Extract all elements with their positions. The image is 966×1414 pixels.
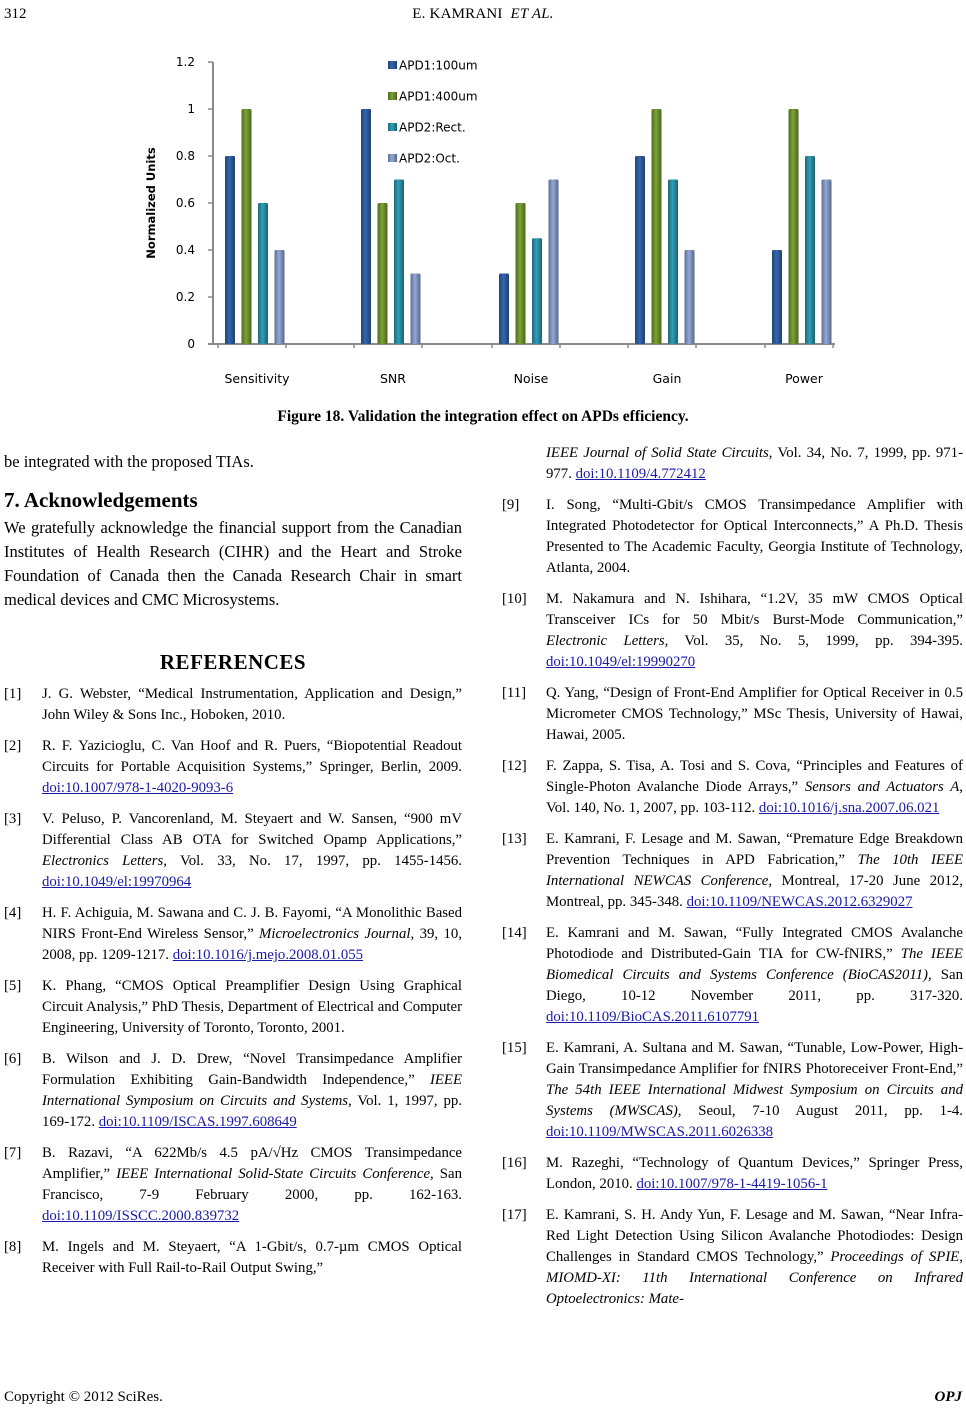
reference-item (4, 809, 462, 893)
reference-venue: The 54th IEEE International Midwest Symposium on Circuits and Systems (MWSCAS) (546, 1082, 963, 1119)
footer-copyright: Copyright © 2012 SciRes. (4, 1389, 163, 1405)
bar-apd1-400um-snr (378, 203, 388, 344)
reference-number: [6] (4, 1051, 22, 1067)
reference-venue: Microelectronics Journal (259, 926, 411, 942)
reference-details: , 39, 10, 2008, pp. 1209-1217. (42, 926, 462, 963)
chart-svg (130, 45, 850, 395)
x-category-label: Noise (513, 371, 549, 386)
reference-text: F. Zappa, S. Tisa, A. Tosi and S. Cova, “Principles and Features of Single-Photon Avalanche Diode Arrays,” (546, 758, 963, 795)
reference-item (502, 829, 963, 913)
reference-number: [11] (502, 685, 527, 701)
reference-details: , San Francisco, 7-9 February 2000, pp. 162-163. (42, 1166, 462, 1203)
reference-text: I. Song, “Multi-Gbit/s CMOS Transimpedance Amplifier with Integrated Photodetector for Optical Interconnects,” A Ph.D. Thesis Presented to The Academic Faculty, Georgia Institute of Technology, Atlanta, 2004. (546, 497, 963, 576)
y-tick-label: 0.2 (175, 290, 195, 304)
x-category-label: Gain (652, 371, 682, 386)
reference-text: J. G. Webster, “Medical Instrumentation, Application and Design,” John Wiley & Sons Inc., Hoboken, 2010. (42, 686, 462, 723)
figure-caption: Figure 18. Validation the integration effect on APDs efficiency. (277, 408, 689, 425)
reference-number: [1] (4, 686, 22, 702)
right-column (502, 443, 963, 1320)
reference-venue: Sensors and Actuators A (804, 779, 960, 795)
authors-name: E. KAMRANI (412, 6, 503, 22)
reference-doi-link[interactable]: doi:10.1007/978-1-4419-1056-1 (636, 1176, 828, 1192)
page-number: 312 (4, 6, 27, 22)
reference-doi-link[interactable]: doi:10.1109/MWSCAS.2011.6026338 (546, 1124, 774, 1140)
footer-journal: OPJ (934, 1389, 962, 1405)
reference-number: [10] (502, 591, 527, 607)
reference-text: R. F. Yazicioglu, C. Van Hoof and R. Puers, “Biopotential Readout Circuits for Portable Acquisition Systems,” Springer, Berlin, 2009. (42, 738, 462, 775)
reference-details: , Vol. 33, No. 17, 1997, pp. 1455-1456. (163, 853, 462, 869)
reference-text: V. Peluso, P. Vancorenland, M. Steyaert and W. Sansen, “900 mV Differential Class AB OTA for Switched Opamp Applications,” (42, 811, 462, 848)
running-head-authors (0, 6, 966, 23)
acknowledgements-text: We gratefully acknowledge the financial support from the Canadian Institutes of Health Research (CIHR) and the Heart and Stroke Foundation of Canada then the Canada Research Chair in smart medical devices and CMC Microsystems. (4, 518, 462, 609)
bar-apd2-oct--power (822, 180, 832, 345)
reference-number: [5] (4, 978, 22, 994)
reference-doi-link[interactable]: doi:10.1109/NEWCAS.2012.6329027 (686, 894, 913, 910)
reference-venue: Electronic Letters (546, 633, 665, 649)
running-head (0, 6, 966, 26)
reference-text: M. Nakamura and N. Ishihara, “1.2V, 35 mW CMOS Optical Transceiver ICs for 50 Mbit/s Burst-Mode Communication,” (546, 591, 963, 628)
x-category-label: SNR (380, 371, 406, 386)
y-tick-label: 0.4 (175, 243, 195, 257)
bar-apd2-rect--snr (394, 180, 404, 345)
reference-item (502, 923, 963, 1028)
references-list-left (4, 684, 462, 1279)
reference-number: [4] (4, 905, 22, 921)
reference-item (4, 976, 462, 1039)
reference-number: [2] (4, 738, 22, 754)
reference-doi-link[interactable]: doi:10.1109/ISCAS.1997.608649 (98, 1114, 297, 1130)
reference-item (502, 683, 963, 746)
reference-doi-link[interactable]: doi:10.1049/el:19990270 (546, 654, 696, 670)
reference-number: [3] (4, 811, 22, 827)
reference-venue: IEEE International Solid-State Circuits Conference (116, 1166, 431, 1182)
reference-details: , Montreal, 17-20 June 2012, Montreal, pp. 345-348. (546, 873, 963, 910)
legend-label: APD2:Rect. (399, 120, 466, 135)
reference-venue: IEEE Journal of Solid State Circuits (546, 445, 769, 461)
reference-number: [8] (4, 1239, 22, 1255)
references-heading: REFERENCES (159, 650, 307, 674)
reference-number: [17] (502, 1207, 527, 1223)
bar-apd1-400um-gain (652, 109, 662, 344)
reference-number: [12] (502, 758, 527, 774)
bar-apd2-rect--noise (532, 238, 542, 344)
reference-text: E. Kamrani, S. H. Andy Yun, F. Lesage and M. Sawan, “Near Infra-Red Light Detection Using Silicon Avalanche Photodiodes: Design Challenges in Standard CMOS Technology,” (546, 1207, 963, 1265)
reference-item (4, 684, 462, 726)
bar-apd1-100um-gain (635, 156, 645, 344)
reference-item (502, 1038, 963, 1143)
reference-doi-link[interactable]: doi:10.1007/978-1-4020-9093-6 (42, 780, 234, 796)
reference-details: , Vol. 35, No. 5, 1999, pp. 394-395. (664, 633, 963, 649)
reference-text: B. Razavi, “A 622Mb/s 4.5 pA/√Hz CMOS Transimpedance Amplifier,” (42, 1145, 462, 1182)
left-column (4, 450, 462, 1289)
reference-venue: The IEEE Biomedical Circuits and Systems Conference (BioCAS2011) (546, 946, 963, 983)
intro-text: be integrated with the proposed TIAs. (4, 452, 254, 471)
legend-swatch (388, 154, 397, 162)
bar-apd1-100um-sensitivity (225, 156, 235, 344)
legend-swatch (388, 61, 397, 69)
legend-label: APD2:Oct. (399, 151, 460, 166)
legend-label: APD1:400um (399, 89, 478, 104)
x-category-label: Power (785, 371, 823, 386)
reference-venue: The 10th IEEE International NEWCAS Conference (546, 852, 963, 889)
y-tick-label: 0.6 (175, 196, 195, 210)
reference-number: [14] (502, 925, 527, 941)
y-tick-label: 0.8 (175, 149, 195, 163)
reference-details: , Vol. 1, 1997, pp. 169-172. (42, 1093, 462, 1130)
reference-text: K. Phang, “CMOS Optical Preamplifier Design Using Graphical Circuit Analysis,” PhD Thesis, Department of Electrical and Computer Engineering, University of Toronto, Toronto, 2001. (42, 978, 462, 1036)
reference-venue: Proceedings of SPIE, MIOMD-XI: 11th International Conference on Infrared Optoelectronics: Mate- (546, 1249, 963, 1307)
reference-details: , Vol. 140, No. 1, 2007, pp. 103-112. (546, 779, 963, 816)
references-list-right (502, 495, 963, 1310)
bar-apd1-400um-sensitivity (242, 109, 252, 344)
reference-item (502, 495, 963, 579)
reference-text: M. Ingels and M. Steyaert, “A 1-Gbit/s, 0.7-µm CMOS Optical Receiver with Full Rail-to-Rail Output Swing,” (42, 1239, 462, 1276)
bar-apd2-rect--gain (668, 180, 678, 345)
y-tick-label: 0 (187, 337, 195, 351)
reference-text: M. Razeghi, “Technology of Quantum Devices,” Springer Press, London, 2010. (546, 1155, 963, 1192)
bar-apd2-rect--power (805, 156, 815, 344)
reference-doi-link[interactable]: doi:10.1016/j.sna.2007.06.021 (758, 800, 940, 816)
reference-item (502, 756, 963, 819)
authors-et-al: ET AL. (510, 6, 554, 22)
reference-text: Q. Yang, “Design of Front-End Amplifier for Optical Receiver in 0.5 Micrometer CMOS Technology,” MSc Thesis, University of Hawai, Hawai, 2005. (546, 685, 963, 743)
bar-apd2-oct--gain (685, 250, 695, 344)
reference-venue: IEEE International Symposium on Circuits and Systems (42, 1072, 462, 1109)
reference-item (4, 736, 462, 799)
bar-apd1-400um-power (789, 109, 799, 344)
reference-details: , San Diego, 10-12 November 2011, pp. 317-320. (546, 967, 963, 1004)
bar-apd2-oct--snr (411, 274, 421, 345)
reference-doi-link[interactable]: doi:10.1109/4.772412 (575, 466, 706, 482)
bar-chart (130, 45, 850, 395)
reference-doi-link[interactable]: doi:10.1016/j.mejo.2008.01.055 (172, 947, 364, 963)
reference-number: [7] (4, 1145, 22, 1161)
reference-8-continuation (502, 443, 963, 485)
reference-doi-link[interactable]: doi:10.1049/el:19970964 (42, 874, 192, 890)
reference-item (4, 1143, 462, 1227)
bar-apd1-100um-power (772, 250, 782, 344)
reference-text: H. F. Achiguia, M. Sawana and C. J. B. Fayomi, “A Monolithic Based NIRS Front-End Wireless Sensor,” (42, 905, 462, 942)
reference-number: [16] (502, 1155, 527, 1171)
reference-text: B. Wilson and J. D. Drew, “Novel Transimpedance Amplifier Formulation Exhibiting Gain-Bandwidth Independence,” (42, 1051, 462, 1088)
reference-item (502, 1205, 963, 1310)
acknowledgements-heading: 7. Acknowledgements (4, 488, 198, 512)
y-tick-label: 1 (187, 102, 195, 116)
reference-venue: Electronics Letters (42, 853, 164, 869)
reference-number: [15] (502, 1040, 527, 1056)
reference-number: [13] (502, 831, 527, 847)
reference-doi-link[interactable]: doi:10.1109/BioCAS.2011.6107791 (546, 1009, 760, 1025)
reference-item (4, 903, 462, 966)
reference-text: E. Kamrani and M. Sawan, “Fully Integrated CMOS Avalanche Photodiode and Distributed-Gain TIA for CW-fNIRS,” (546, 925, 963, 962)
reference-details: , Vol. 34, No. 7, 1999, pp. 971-977. (546, 445, 963, 482)
reference-item (4, 1237, 462, 1279)
reference-doi-link[interactable]: doi:10.1109/ISSCC.2000.839732 (42, 1208, 240, 1224)
bar-apd1-400um-noise (516, 203, 526, 344)
reference-item (4, 1049, 462, 1133)
bar-apd2-oct--noise (549, 180, 559, 345)
y-tick-label: 1.2 (175, 55, 195, 69)
reference-item (502, 589, 963, 673)
bar-apd2-rect--sensitivity (258, 203, 268, 344)
x-category-label: Sensitivity (224, 371, 290, 386)
legend-swatch (388, 123, 397, 131)
reference-details: , Seoul, 7-10 August 2011, pp. 1-4. (677, 1103, 963, 1119)
reference-item (502, 1153, 963, 1195)
reference-text: E. Kamrani, F. Lesage and M. Sawan, “Premature Edge Breakdown Prevention Techniques in APD Fabrication,” (546, 831, 963, 868)
legend-swatch (388, 92, 397, 100)
reference-number: [9] (502, 497, 520, 513)
bar-apd2-oct--sensitivity (275, 250, 285, 344)
bar-apd1-100um-noise (499, 274, 509, 345)
legend-label: APD1:100um (399, 58, 478, 73)
reference-text: E. Kamrani, A. Sultana and M. Sawan, “Tunable, Low-Power, High-Gain Transimpedance Amplifier for fNIRS Photoreceiver Front-End,” (546, 1040, 963, 1077)
y-axis-title: Normalized Units (144, 147, 158, 259)
bar-apd1-100um-snr (361, 109, 371, 344)
